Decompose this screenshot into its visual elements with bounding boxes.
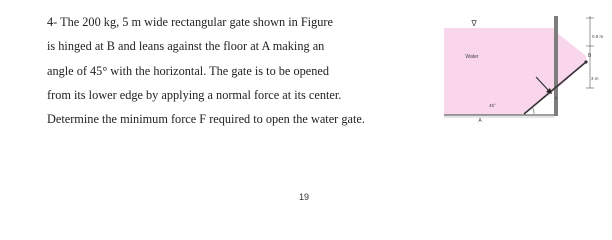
hinge-b [584,60,587,63]
angle-label: 45° [489,103,496,108]
problem-statement [47,10,412,131]
point-a-label: A [478,118,482,124]
problem-line-1: 4- The 200 kg, 5 m wide rectangular gate shown in Figure [47,15,333,29]
force-label: F [555,96,558,101]
problem-line-2: is hinged at B and leans against the floor at A making an [47,39,325,54]
page-number: 19 [299,192,310,202]
right-wall [554,16,558,116]
gate-figure [440,12,604,137]
point-b-label: B [588,53,592,59]
problem-line-5: Determine the minimum force F required to open the water gate. [47,112,365,127]
gate-diagram [440,12,604,137]
water-label: Water [465,54,479,60]
water-region [444,28,586,115]
water-surface-symbol: ∇ [471,19,477,28]
problem-line-3: angle of 45° with the horizontal. The gate is to be opened [47,63,329,78]
dim-top-label: 0.5 m [592,34,604,39]
dim-height-label: 3 m [591,76,599,81]
problem-line-4: from its lower edge by applying a normal force at its center. [47,87,342,102]
